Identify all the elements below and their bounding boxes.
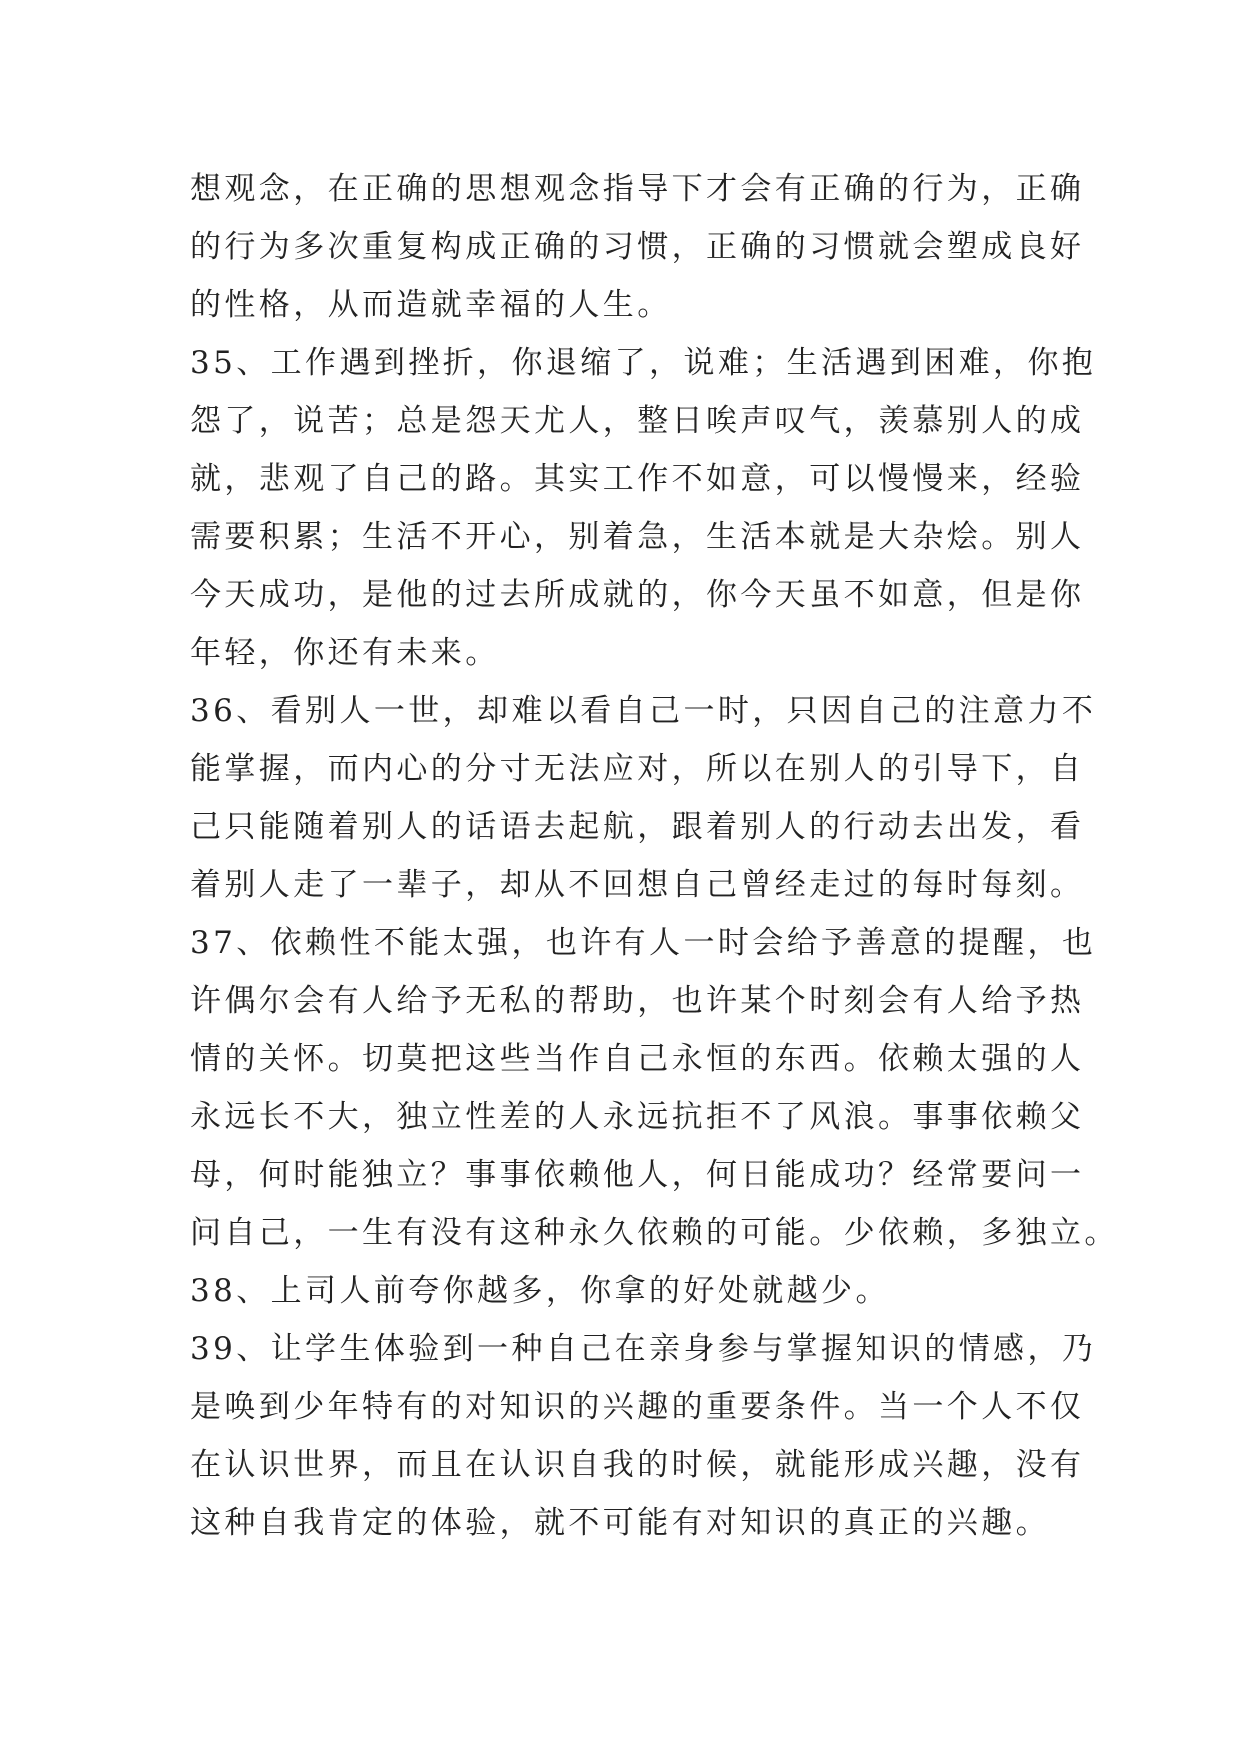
text-line: 36、看别人一世，却难以看自己一时，只因自己的注意力不: [190, 693, 1097, 729]
text-line: 就，悲观了自己的路。其实工作不如意，可以慢慢来，经验: [190, 461, 1085, 497]
text-line: 35、工作遇到挫折，你退缩了，说难；生活遇到困难，你抱: [190, 345, 1097, 381]
text-line: 在认识世界，而且在认识自我的时候，就能形成兴趣，没有: [190, 1447, 1085, 1483]
text-line: 情的关怀。切莫把这些当作自己永恒的东西。依赖太强的人: [190, 1041, 1085, 1077]
text-line: 许偶尔会有人给予无私的帮助，也许某个时刻会有人给予热: [190, 983, 1085, 1019]
text-line: 38、上司人前夸你越多，你拿的好处就越少。: [190, 1273, 890, 1309]
text-line: 问自己，一生有没有这种永久依赖的可能。少依赖，多独立。: [190, 1215, 1119, 1251]
text-line: 37、依赖性不能太强，也许有人一时会给予善意的提醒，也: [190, 925, 1097, 961]
text-line: 母，何时能独立？事事依赖他人，何日能成功？经常要问一: [190, 1157, 1085, 1193]
text-line: 的性格，从而造就幸福的人生。: [190, 287, 672, 323]
body-text: [190, 160, 1119, 1552]
text-line: 是唤到少年特有的对知识的兴趣的重要条件。当一个人不仅: [190, 1389, 1085, 1425]
text-line: 需要积累；生活不开心，别着急，生活本就是大杂烩。别人: [190, 519, 1085, 555]
text-line: 能掌握，而内心的分寸无法应对，所以在别人的引导下，自: [190, 751, 1085, 787]
text-line: 怨了，说苦；总是怨天尤人，整日唉声叹气，羡慕别人的成: [190, 403, 1085, 439]
text-line: 的行为多次重复构成正确的习惯，正确的习惯就会塑成良好: [190, 229, 1085, 265]
text-line: 着别人走了一辈子，却从不回想自己曾经走过的每时每刻。: [190, 867, 1085, 903]
text-line: 永远长不大，独立性差的人永远抗拒不了风浪。事事依赖父: [190, 1099, 1085, 1135]
text-line: 己只能随着别人的话语去起航，跟着别人的行动去出发，看: [190, 809, 1085, 845]
text-line: 想观念，在正确的思想观念指导下才会有正确的行为，正确: [190, 171, 1085, 207]
text-line: 今天成功，是他的过去所成就的，你今天虽不如意，但是你: [190, 577, 1085, 613]
text-line: 年轻，你还有未来。: [190, 635, 500, 671]
text-line: 这种自我肯定的体验，就不可能有对知识的真正的兴趣。: [190, 1505, 1050, 1541]
text-line: 39、让学生体验到一种自己在亲身参与掌握知识的情感，乃: [190, 1331, 1097, 1367]
